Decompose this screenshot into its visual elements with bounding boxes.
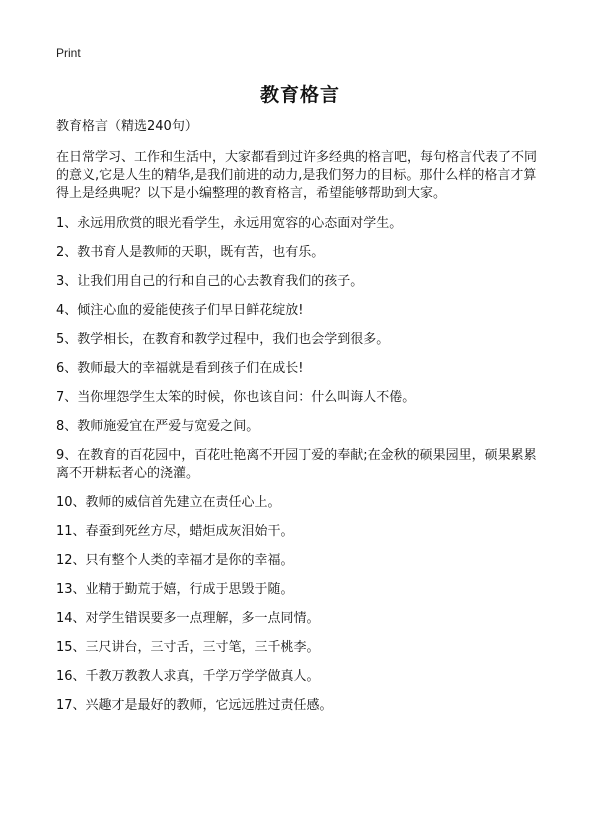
quote-item: 5、教学相长，在教育和教学过程中，我们也会学到很多。 [56, 332, 390, 347]
page-title: 教育格言 [259, 84, 340, 106]
quote-item: 2、教书育人是教师的天职，既有苦，也有乐。 [56, 245, 325, 260]
quote-item: 6、教师最大的幸福就是看到孩子们在成长! [56, 361, 304, 376]
intro-paragraph: 在日常学习、工作和生活中，大家都看到过许多经典的格言吧，每句格言代表了不同的意义,它是人生的精华,是我们前进的动力,是我们努力的目标。那什么样的格言才算得上是经典呢？以下是小编整理的教育格言，希望能够帮助到大家。 [56, 150, 538, 201]
print-label: Print [56, 46, 81, 60]
quote-item: 8、教师施爱宜在严爱与宽爱之间。 [56, 419, 260, 434]
quote-item: 10、教师的威信首先建立在责任心上。 [56, 495, 281, 510]
quote-item: 17、兴趣才是最好的教师，它远远胜过责任感。 [56, 698, 333, 713]
quote-item: 13、业精于勤荒于嬉，行成于思毁于随。 [56, 582, 294, 597]
quote-item: 1、永远用欣赏的眼光看学生，永远用宽容的心态面对学生。 [56, 216, 403, 231]
quote-item: 4、倾注心血的爱能使孩子们早日鲜花绽放! [56, 303, 304, 318]
document-subtitle: 教育格言（精选240句） [56, 119, 198, 134]
quote-item: 12、只有整个人类的幸福才是你的幸福。 [56, 553, 294, 568]
quote-item: 16、千教万教教人求真，千学万学学做真人。 [56, 669, 320, 684]
quote-item: 9、在教育的百花园中，百花吐艳离不开园丁爱的奉献;在金秋的硕果园里，硕果累累离不开耕耘者心的浇灌。 [56, 448, 537, 481]
quote-item: 7、当你埋怨学生太笨的时候，你也该自问：什么叫诲人不倦。 [56, 390, 416, 405]
quote-item: 15、三尺讲台，三寸舌，三寸笔，三千桃李。 [56, 640, 320, 655]
quote-item: 11、春蚕到死丝方尽，蜡炬成灰泪始干。 [56, 524, 294, 539]
quote-item: 14、对学生错误要多一点理解，多一点同情。 [56, 611, 320, 626]
quote-item: 3、让我们用自己的行和自己的心去教育我们的孩子。 [56, 274, 364, 289]
document-body [56, 118, 548, 726]
